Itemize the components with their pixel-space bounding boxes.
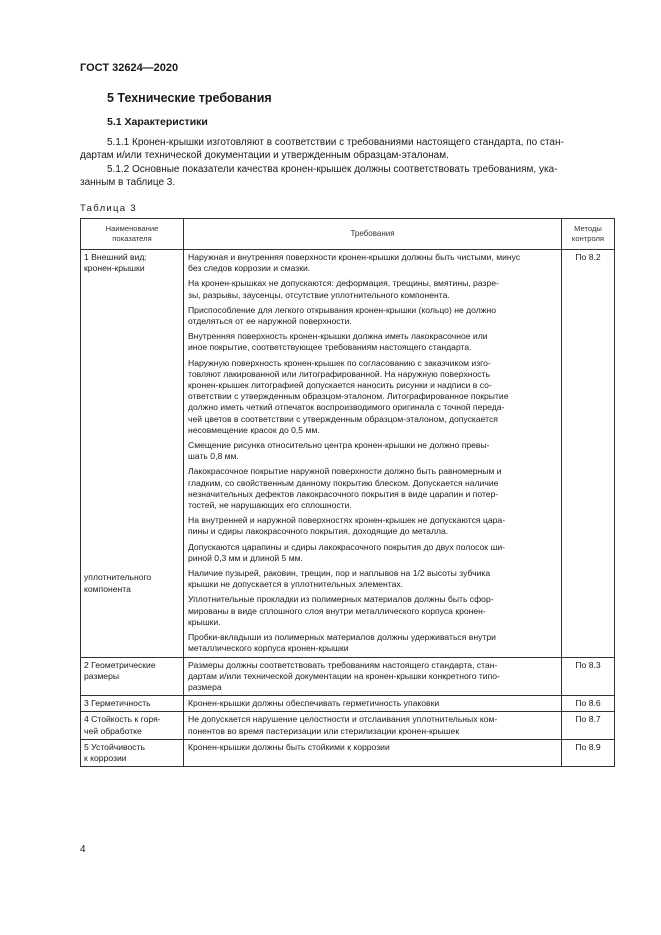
requirement-line: Смещение рисунка относительно центра кронен-крышки не должно превы- bbox=[188, 440, 490, 451]
header-line: Наименование bbox=[105, 224, 159, 233]
control-method-cell: По 8.6 bbox=[562, 696, 615, 712]
indicator-name-line: 5 Устойчивость bbox=[84, 741, 146, 752]
header-requirements: Требования bbox=[184, 219, 562, 250]
header-control-methods bbox=[562, 219, 615, 250]
header-indicator-name bbox=[81, 219, 184, 250]
requirements-cell bbox=[184, 250, 562, 658]
table-header-row bbox=[81, 219, 615, 250]
requirement-paragraph bbox=[188, 515, 557, 537]
subsection-title: 5.1 Характеристики bbox=[107, 116, 208, 128]
requirement-line: несовмещение красок до 0,5 мм. bbox=[188, 424, 320, 435]
indicator-name-line: 2 Геометрические bbox=[84, 659, 156, 670]
requirements-cell bbox=[184, 712, 562, 739]
indicator-name-cell bbox=[81, 739, 184, 766]
paragraph-5-1-1 bbox=[80, 136, 585, 162]
requirement-line: Уплотнительные прокладки из полимерных материалов должны быть сфор- bbox=[188, 594, 494, 605]
standard-code: ГОСТ 32624—2020 bbox=[80, 62, 179, 74]
control-method-cell: По 8.9 bbox=[562, 739, 615, 766]
requirement-line: Лакокрасочное покрытие наружной поверхности должно быть равномерным и bbox=[188, 466, 502, 477]
requirement-line: Размеры должны соответствовать требованиям настоящего стандарта, стан- bbox=[188, 659, 498, 670]
indicator-name-cell bbox=[81, 250, 184, 658]
requirement-line: без следов коррозии и смазки. bbox=[188, 263, 311, 274]
requirement-line: чей цветов в соответствии с утвержденным образцом-эталоном, допускается bbox=[188, 413, 498, 424]
requirement-paragraph bbox=[188, 358, 557, 436]
control-method-cell: По 8.2 bbox=[562, 250, 615, 658]
table-caption: Таблица 3 bbox=[80, 203, 137, 214]
table-row bbox=[81, 712, 615, 739]
requirement-paragraph bbox=[188, 698, 557, 709]
control-method-cell: По 8.7 bbox=[562, 712, 615, 739]
requirement-paragraph bbox=[188, 632, 557, 654]
indicator-name-line: размеры bbox=[84, 670, 120, 681]
requirement-line: товляют лакированной или литографированной. На наружную поверхность bbox=[188, 368, 491, 379]
indicator-name-line: 1 Внешний вид: bbox=[84, 252, 147, 262]
indicator-subname bbox=[84, 572, 180, 594]
indicator-name-cell bbox=[81, 712, 184, 739]
requirement-line: отделяться от ее наружной поверхности. bbox=[188, 316, 352, 327]
requirement-line: крышки. bbox=[188, 616, 221, 627]
requirement-paragraph bbox=[188, 660, 557, 694]
requirement-line: крышки не допускается в уплотнительных элементах. bbox=[188, 579, 404, 590]
requirement-line: шать 0,8 мм. bbox=[188, 451, 239, 462]
indicator-name-line: к коррозии bbox=[84, 752, 127, 763]
requirement-line: пины и сдиры лакокрасочного покрытия, доходящие до металла. bbox=[188, 526, 449, 537]
paragraph-line: 5.1.1 Кронен-крышки изготовляют в соответствии с требованиями настоящего стандарта, по стан- bbox=[107, 137, 564, 148]
paragraph-line: занным в таблице 3. bbox=[80, 177, 176, 188]
header-line: Методы bbox=[574, 224, 602, 233]
indicator-name-line: 3 Герметичность bbox=[84, 698, 151, 709]
paragraph-line: 5.1.2 Основные показатели качества кронен-крышек должны соответствовать требованиям, ука- bbox=[107, 164, 558, 175]
page-number: 4 bbox=[80, 844, 86, 855]
table-body bbox=[81, 250, 615, 767]
requirements-cell bbox=[184, 696, 562, 712]
requirement-line: Наружную поверхность кронен-крышек по согласованию с заказчиком изго- bbox=[188, 357, 491, 368]
requirement-line: кронен-крышек литографией допускается наносить рисунки и надписи в со- bbox=[188, 380, 492, 391]
requirement-line: незначительных дефектов лакокрасочного покрытия в виде царапин и потер- bbox=[188, 488, 499, 499]
requirement-line: ответствии с утвержденным образцом-эталоном. Литографированное покрытие bbox=[188, 391, 509, 402]
requirement-paragraph bbox=[188, 305, 557, 327]
control-method-cell: По 8.3 bbox=[562, 657, 615, 696]
requirement-line: иное покрытие, соответствующее требованиям настоящего стандарта. bbox=[188, 342, 472, 353]
requirement-line: Не допускается нарушение целостности и отслаивания уплотнительных ком- bbox=[188, 714, 498, 725]
requirement-paragraph bbox=[188, 714, 557, 736]
indicator-subname-line: компонента bbox=[84, 583, 131, 594]
indicator-name-line: кронен-крышки bbox=[84, 263, 145, 274]
requirement-line: гладким, со свойственным данному покрытию блеском. Допускается наличие bbox=[188, 477, 499, 488]
requirement-line: Приспособление для легкого открывания кронен-крышки (кольцо) не должно bbox=[188, 304, 496, 315]
requirement-paragraph bbox=[188, 252, 557, 274]
requirement-line: Кронен-крышки должны быть стойкими к коррозии bbox=[188, 741, 390, 752]
table-row bbox=[81, 250, 615, 658]
requirement-line: металлического корпуса кронен-крышки bbox=[188, 643, 349, 654]
requirement-line: Внутренняя поверхность кронен-крышки должна иметь лакокрасочное или bbox=[188, 331, 488, 342]
indicator-name-cell bbox=[81, 696, 184, 712]
requirement-line: Пробки-вкладыши из полимерных материалов должны удерживаться внутри bbox=[188, 632, 496, 643]
indicator-subname-line: уплотнительного bbox=[84, 572, 152, 583]
table-row bbox=[81, 657, 615, 696]
requirement-line: зы, разрывы, заусенцы, отсутствие уплотнительного компонента. bbox=[188, 289, 450, 300]
requirement-paragraph bbox=[188, 278, 557, 300]
requirements-table bbox=[80, 218, 615, 767]
requirement-paragraph bbox=[188, 568, 557, 590]
indicator-name-line: чей обработке bbox=[84, 725, 142, 736]
requirement-line: На внутренней и наружной поверхностях кронен-крышек не допускаются цара- bbox=[188, 515, 506, 526]
requirement-line: дартам и/или технической документации на кронен-крышки конкретного типо- bbox=[188, 670, 500, 681]
requirement-line: Наружная и внутренняя поверхности кронен-крышки должны быть чистыми, минус bbox=[188, 252, 521, 262]
requirement-line: Кронен-крышки должны обеспечивать герметичность упаковки bbox=[188, 698, 440, 709]
section-title: 5 Технические требования bbox=[107, 91, 272, 105]
requirement-line: размера bbox=[188, 681, 222, 692]
requirement-line: тостей, не нарушающих его сплошности. bbox=[188, 500, 352, 511]
requirement-paragraph bbox=[188, 742, 557, 753]
paragraph-line: дартам и/или технической документации и утвержденным образцам-эталонам. bbox=[80, 150, 449, 161]
paragraph-5-1-2 bbox=[80, 163, 585, 189]
requirement-paragraph bbox=[188, 466, 557, 511]
requirement-line: На кронен-крышках не допускаются: деформация, трещины, вмятины, разре- bbox=[188, 278, 499, 289]
requirement-line: риной 0,3 мм и длиной 5 мм. bbox=[188, 552, 303, 563]
table-row bbox=[81, 696, 615, 712]
requirement-line: мированы в виде сплошного слоя внутри металлического корпуса кронен- bbox=[188, 605, 486, 616]
requirement-paragraph bbox=[188, 331, 557, 353]
requirements-cell bbox=[184, 657, 562, 696]
indicator-name-cell bbox=[81, 657, 184, 696]
requirement-line: Наличие пузырей, раковин, трещин, пор и наплывов на 1/2 высоты зубчика bbox=[188, 568, 491, 579]
table-row bbox=[81, 739, 615, 766]
requirement-paragraph bbox=[188, 594, 557, 628]
requirement-line: должно иметь четкий отпечаток воспроизводимого оригинала с точной переда- bbox=[188, 402, 505, 413]
requirement-line: Допускаются царапины и сдиры лакокрасочного покрытия до двух полосок ши- bbox=[188, 541, 506, 552]
requirement-line: понентов во время пастеризации или стерилизации кронен-крышек bbox=[188, 725, 460, 736]
requirement-paragraph bbox=[188, 542, 557, 564]
requirement-paragraph bbox=[188, 440, 557, 462]
indicator-name-line: 4 Стойкость к горя- bbox=[84, 714, 161, 725]
header-line: контроля bbox=[571, 234, 605, 243]
header-line: показателя bbox=[112, 234, 152, 243]
requirements-cell bbox=[184, 739, 562, 766]
